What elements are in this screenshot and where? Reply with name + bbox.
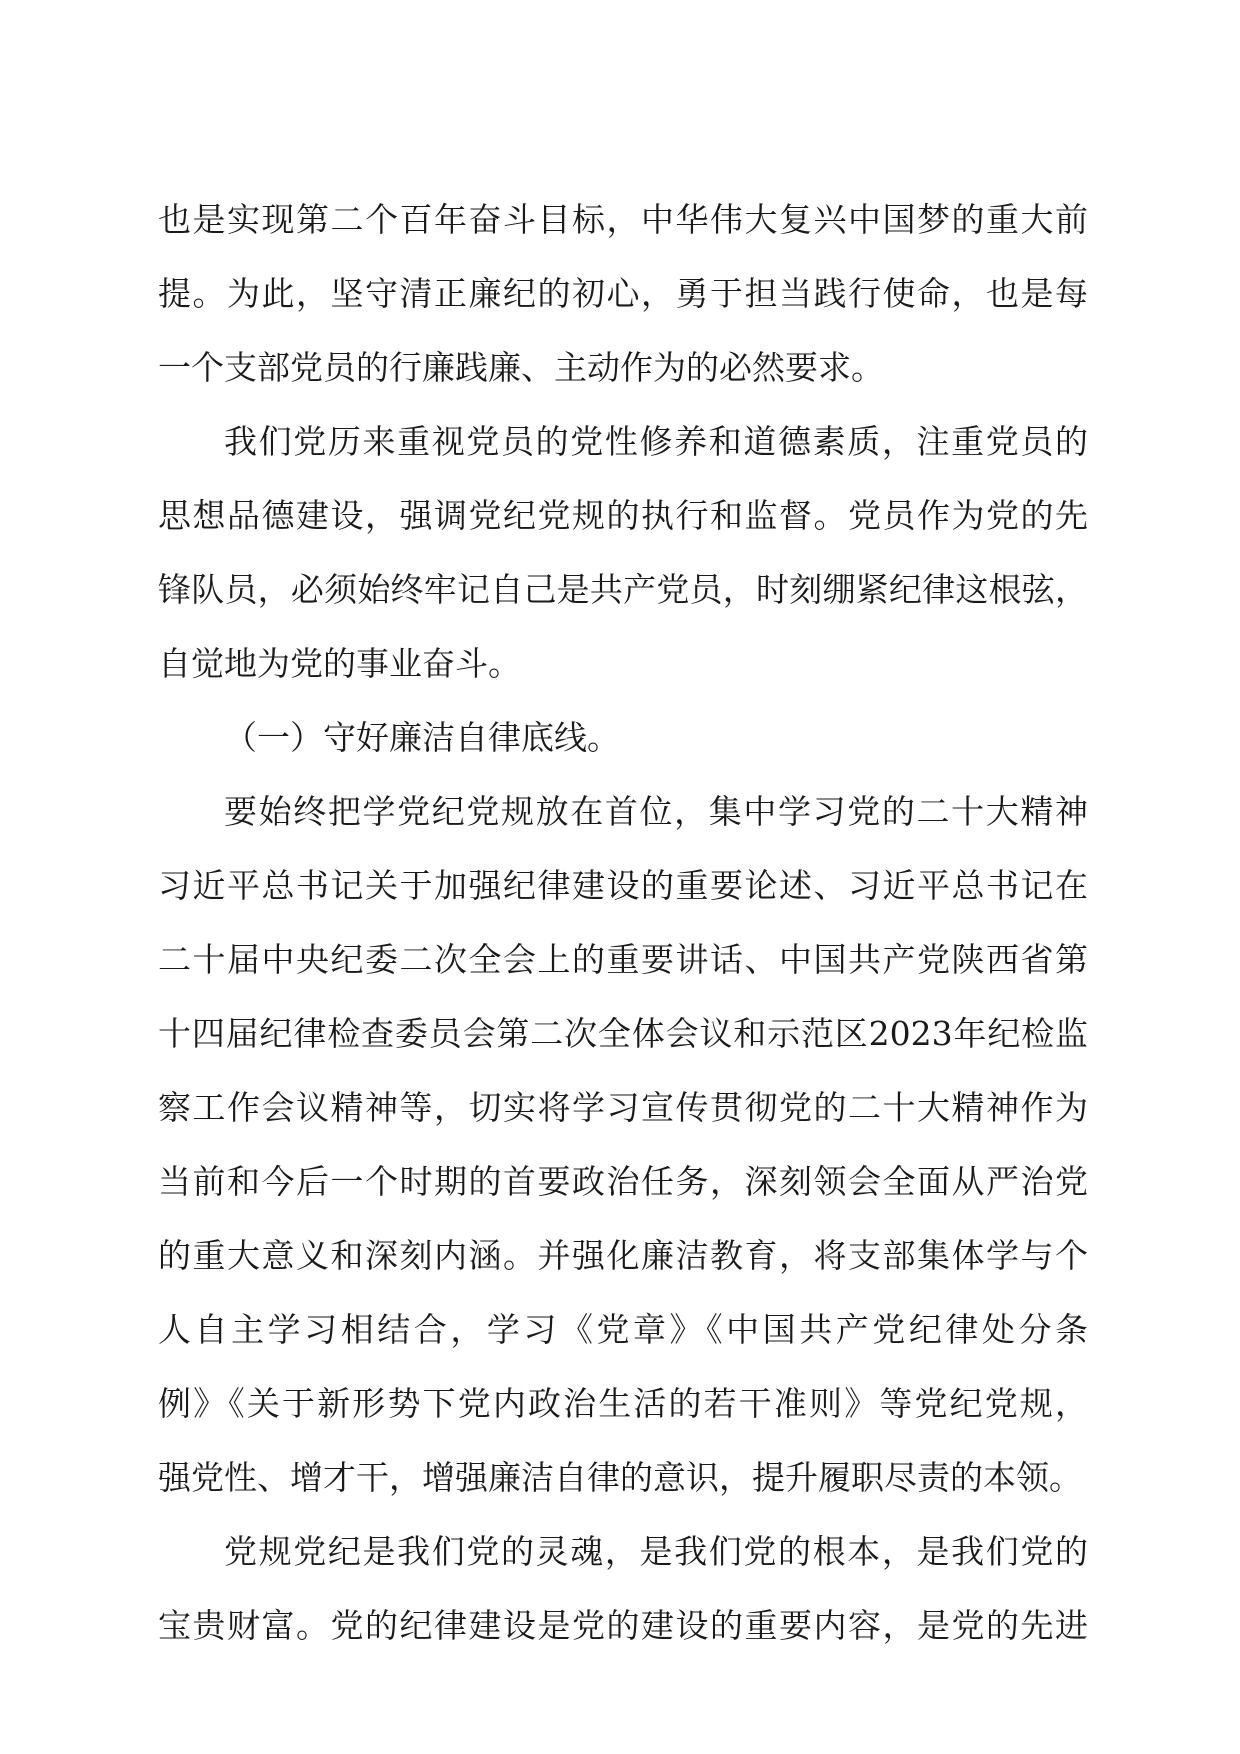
text-line: 要始终把学党纪党规放在首位，集中学习党的二十大精神 <box>224 792 1088 831</box>
text-line: 习近平总书记关于加强纪律建设的重要论述、习近平总书记在 <box>158 866 1088 905</box>
text-line: 强党性、增才干，增强廉洁自律的意识，提升履职尽责的本领。 <box>158 1458 1082 1497</box>
text-line: 一个支部党员的行廉践廉、主动作为的必然要求。 <box>158 348 884 387</box>
heading-text: （一）守好廉洁自律底线。 <box>224 718 620 757</box>
text-line: 提。为此，坚守清正廉纪的初心，勇于担当践行使命，也是每 <box>158 274 1088 313</box>
paragraph-2 <box>158 405 1088 701</box>
document-body <box>158 183 1088 1663</box>
paragraph-4 <box>158 1515 1088 1663</box>
section-heading <box>158 701 1088 775</box>
paragraph-3 <box>158 775 1088 1515</box>
text-line: 察工作会议精神等，切实将学习宣传贯彻党的二十大精神作为 <box>158 1088 1088 1127</box>
text-line: 党规党纪是我们党的灵魂，是我们党的根本，是我们党的 <box>224 1532 1088 1571</box>
text-line: 也是实现第二个百年奋斗目标，中华伟大复兴中国梦的重大前 <box>158 200 1088 239</box>
text-line: 当前和今后一个时期的首要政治任务，深刻领会全面从严治党 <box>158 1162 1088 1201</box>
text-line: 宝贵财富。党的纪律建设是党的建设的重要内容，是党的先进 <box>158 1606 1088 1645</box>
text-line: 例》《关于新形势下党内政治生活的若干准则》等党纪党规， <box>158 1384 1088 1423</box>
text-line: 思想品德建设，强调党纪党规的执行和监督。党员作为党的先 <box>158 496 1088 535</box>
text-line: 的重大意义和深刻内涵。并强化廉洁教育，将支部集体学与个 <box>158 1236 1088 1275</box>
text-line: 自觉地为党的事业奋斗。 <box>158 644 521 683</box>
text-line: 我们党历来重视党员的党性修养和道德素质，注重党员的 <box>224 422 1088 461</box>
text-line: 二十届中央纪委二次全会上的重要讲话、中国共产党陕西省第 <box>158 940 1088 979</box>
text-line: 十四届纪律检查委员会第二次全体会议和示范区2023年纪检监 <box>158 1014 1088 1053</box>
text-line: 人自主学习相结合，学习《党章》《中国共产党纪律处分条 <box>158 1310 1088 1349</box>
text-line: 锋队员，必须始终牢记自己是共产党员，时刻绷紧纪律这根弦， <box>158 570 1088 609</box>
paragraph-1 <box>158 183 1088 405</box>
